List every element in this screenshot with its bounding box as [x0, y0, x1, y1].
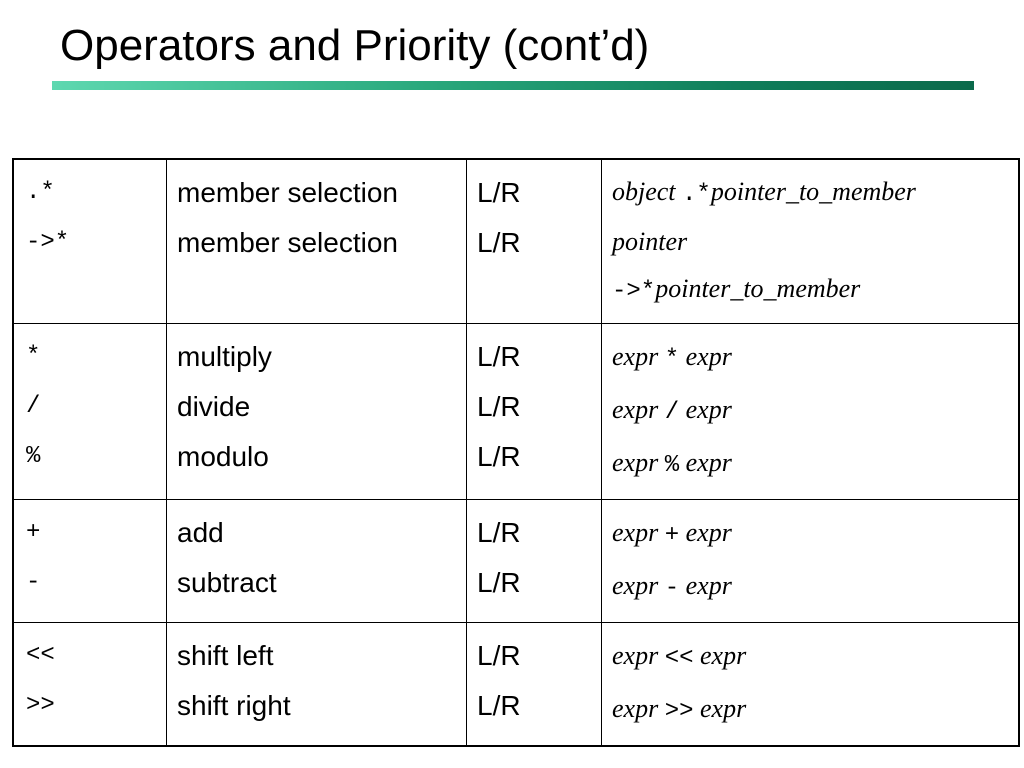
- usage-operator: *: [664, 346, 680, 373]
- usage-operator: -: [664, 575, 680, 602]
- operator-description: add: [177, 517, 224, 548]
- usage-right-operand: expr: [700, 641, 747, 670]
- usage-operator: .*: [682, 181, 711, 208]
- slide-title: Operators and Priority (cont’d): [60, 21, 650, 70]
- operator-description: member selection: [177, 227, 398, 258]
- usage-expression: [612, 438, 1018, 491]
- usage-operator: ->*: [612, 278, 656, 305]
- table-row: [13, 500, 1019, 623]
- description-cell: [167, 500, 467, 623]
- associativity-value: L/R: [477, 567, 521, 598]
- operator-symbol: /: [26, 393, 41, 420]
- table-row: [13, 324, 1019, 500]
- usage-expression: [612, 332, 1018, 385]
- usage-right-operand: expr: [700, 694, 747, 723]
- usage-left-operand: object: [612, 177, 676, 206]
- usage-right-operand: expr: [685, 342, 732, 371]
- operator-description: subtract: [177, 567, 277, 598]
- usage-expression: [612, 561, 1018, 614]
- table-row: [13, 159, 1019, 324]
- operator-description: multiply: [177, 341, 272, 372]
- operator-description: modulo: [177, 441, 269, 472]
- usage-cell: [602, 324, 1020, 500]
- operator-cell: [13, 324, 167, 500]
- description-cell: [167, 159, 467, 324]
- usage-cell: [602, 500, 1020, 623]
- operator-table: [12, 158, 1020, 747]
- operator-symbol: >>: [26, 692, 55, 719]
- associativity-cell: [467, 324, 602, 500]
- usage-expression: [612, 385, 1018, 438]
- usage-operator: %: [664, 452, 680, 479]
- usage-left-operand: expr: [612, 395, 659, 424]
- usage-left-operand: expr: [612, 518, 659, 547]
- operator-cell: [13, 159, 167, 324]
- usage-left-operand: expr: [612, 342, 659, 371]
- operator-description: member selection: [177, 177, 398, 208]
- description-cell: [167, 324, 467, 500]
- associativity-cell: [467, 500, 602, 623]
- usage-expression: [612, 631, 1018, 684]
- usage-right-operand: expr: [685, 571, 732, 600]
- associativity-value: L/R: [477, 177, 521, 208]
- usage-right-operand: pointer_to_member: [655, 274, 861, 303]
- usage-left-operand: expr: [612, 641, 659, 670]
- usage-left-operand: pointer: [612, 227, 688, 256]
- usage-cell: [602, 159, 1020, 324]
- usage-left-operand: expr: [612, 571, 659, 600]
- usage-operator: >>: [664, 698, 694, 725]
- table-row: [13, 623, 1019, 747]
- usage-expression: [612, 265, 1018, 315]
- usage-right-operand: expr: [685, 518, 732, 547]
- operator-symbol: %: [26, 443, 41, 470]
- associativity-value: L/R: [477, 441, 521, 472]
- usage-operator: +: [664, 522, 680, 549]
- usage-expression: [612, 218, 1018, 265]
- usage-left-operand: expr: [612, 694, 659, 723]
- operator-table-body: [13, 159, 1019, 746]
- associativity-cell: [467, 159, 602, 324]
- usage-left-operand: expr: [612, 448, 659, 477]
- usage-cell: [602, 623, 1020, 747]
- operator-symbol: -: [26, 569, 41, 596]
- title-underline-bar: [52, 81, 974, 90]
- associativity-value: L/R: [477, 341, 521, 372]
- associativity-value: L/R: [477, 517, 521, 548]
- operator-symbol: *: [26, 343, 41, 370]
- usage-right-operand: expr: [685, 395, 732, 424]
- usage-expression: [612, 684, 1018, 737]
- operator-description: divide: [177, 391, 251, 422]
- operator-cell: [13, 623, 167, 747]
- associativity-value: L/R: [477, 640, 521, 671]
- operator-description: shift right: [177, 690, 291, 721]
- usage-right-operand: expr: [685, 448, 732, 477]
- operator-symbol: <<: [26, 642, 55, 669]
- operator-symbol: +: [26, 519, 41, 546]
- associativity-value: L/R: [477, 391, 521, 422]
- associativity-value: L/R: [477, 690, 521, 721]
- usage-right-operand: pointer_to_member: [710, 177, 916, 206]
- operator-cell: [13, 500, 167, 623]
- operator-symbol: .*: [26, 179, 55, 206]
- associativity-cell: [467, 623, 602, 747]
- description-cell: [167, 623, 467, 747]
- usage-expression: [612, 508, 1018, 561]
- associativity-value: L/R: [477, 227, 521, 258]
- usage-operator: /: [664, 399, 680, 426]
- usage-expression: [612, 168, 1018, 218]
- operator-description: shift left: [177, 640, 274, 671]
- usage-operator: <<: [664, 645, 694, 672]
- operator-symbol: ->*: [26, 229, 70, 256]
